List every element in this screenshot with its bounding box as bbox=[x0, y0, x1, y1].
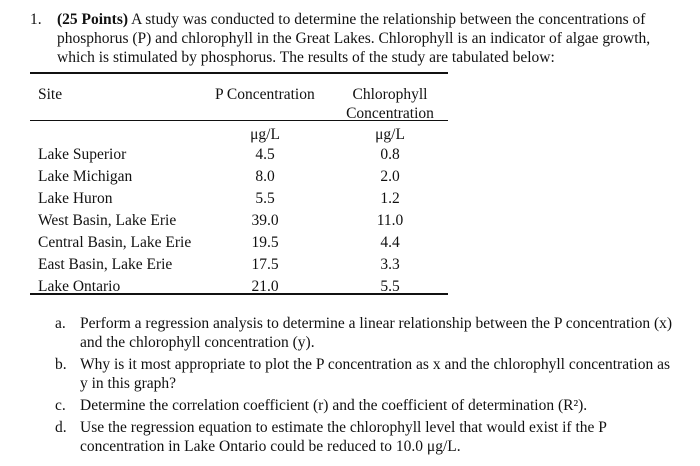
cell-site: West Basin, Lake Erie bbox=[38, 212, 177, 229]
header-chlorophyll-line1: Chlorophyll bbox=[352, 86, 428, 103]
sub-question-label: a. bbox=[55, 315, 66, 332]
sub-questions bbox=[55, 314, 675, 459]
cell-p: 4.5 bbox=[255, 146, 275, 163]
cell-site: Lake Ontario bbox=[38, 278, 121, 295]
table-row bbox=[38, 189, 448, 211]
table-body bbox=[38, 145, 448, 299]
cell-site: East Basin, Lake Erie bbox=[38, 256, 173, 273]
header-chlorophyll bbox=[340, 85, 440, 123]
sub-question-c bbox=[55, 396, 675, 415]
cell-site: Central Basin, Lake Erie bbox=[38, 234, 192, 251]
header-p-concentration: P Concentration bbox=[215, 86, 315, 103]
cell-site: Lake Michigan bbox=[38, 168, 133, 185]
table-row bbox=[38, 233, 448, 255]
header-chlorophyll-line2: Concentration bbox=[346, 105, 434, 122]
sub-question-text: Why is it most appropriate to plot the P concentration as x and the chlorophyll concentration as y in this graph? bbox=[80, 356, 670, 392]
question-body: A study was conducted to determine the relationship between the concentrations of phosphorus (P) and chlorophyll in the Great Lakes. Chlorophyll is an indicator of algae growth, which is stimulated by phosphorus. The results of the study are tabulated below: bbox=[57, 11, 651, 66]
sub-question-label: c. bbox=[55, 397, 66, 414]
cell-site: Lake Superior bbox=[38, 146, 127, 163]
cell-p: 5.5 bbox=[255, 190, 275, 207]
sub-question-d bbox=[55, 418, 675, 456]
unit-p: μg/L bbox=[250, 126, 280, 143]
cell-chlorophyll: 5.5 bbox=[380, 278, 400, 295]
cell-chlorophyll: 3.3 bbox=[380, 256, 400, 273]
cell-p: 21.0 bbox=[251, 278, 279, 295]
cell-p: 17.5 bbox=[251, 256, 279, 273]
question-text bbox=[57, 10, 682, 67]
table-row bbox=[38, 167, 448, 189]
cell-p: 8.0 bbox=[255, 168, 275, 185]
question-points: (25 Points) bbox=[57, 11, 129, 28]
unit-chlorophyll: μg/L bbox=[375, 126, 405, 143]
cell-chlorophyll: 11.0 bbox=[376, 212, 404, 229]
table-top-rule bbox=[30, 72, 448, 74]
sub-question-label: d. bbox=[55, 419, 67, 436]
table-bottom-rule bbox=[30, 293, 448, 295]
table-row bbox=[38, 255, 448, 277]
cell-chlorophyll: 1.2 bbox=[380, 190, 400, 207]
sub-question-b bbox=[55, 355, 675, 393]
cell-chlorophyll: 0.8 bbox=[380, 146, 400, 163]
sub-question-label: b. bbox=[55, 356, 67, 373]
sub-question-a bbox=[55, 314, 675, 352]
sub-question-text: Determine the correlation coefficient (r) and the coefficient of determination (R²). bbox=[80, 397, 588, 414]
cell-p: 19.5 bbox=[251, 234, 279, 251]
table-row bbox=[38, 277, 448, 299]
question-number: 1. bbox=[30, 11, 42, 28]
cell-chlorophyll: 4.4 bbox=[380, 234, 400, 251]
cell-p: 39.0 bbox=[251, 212, 279, 229]
table-row bbox=[38, 211, 448, 233]
table-header-rule bbox=[30, 120, 448, 121]
cell-chlorophyll: 2.0 bbox=[380, 168, 400, 185]
table-row bbox=[38, 145, 448, 167]
cell-site: Lake Huron bbox=[38, 190, 113, 207]
header-site: Site bbox=[38, 86, 63, 103]
sub-question-text: Perform a regression analysis to determine a linear relationship between the P concentration (x) and the chlorophyll concentration (y). bbox=[80, 315, 673, 351]
sub-question-text: Use the regression equation to estimate the chlorophyll level that would exist if the P concentration in Lake Ontario could be reduced to 10.0 μg/L. bbox=[80, 419, 607, 455]
